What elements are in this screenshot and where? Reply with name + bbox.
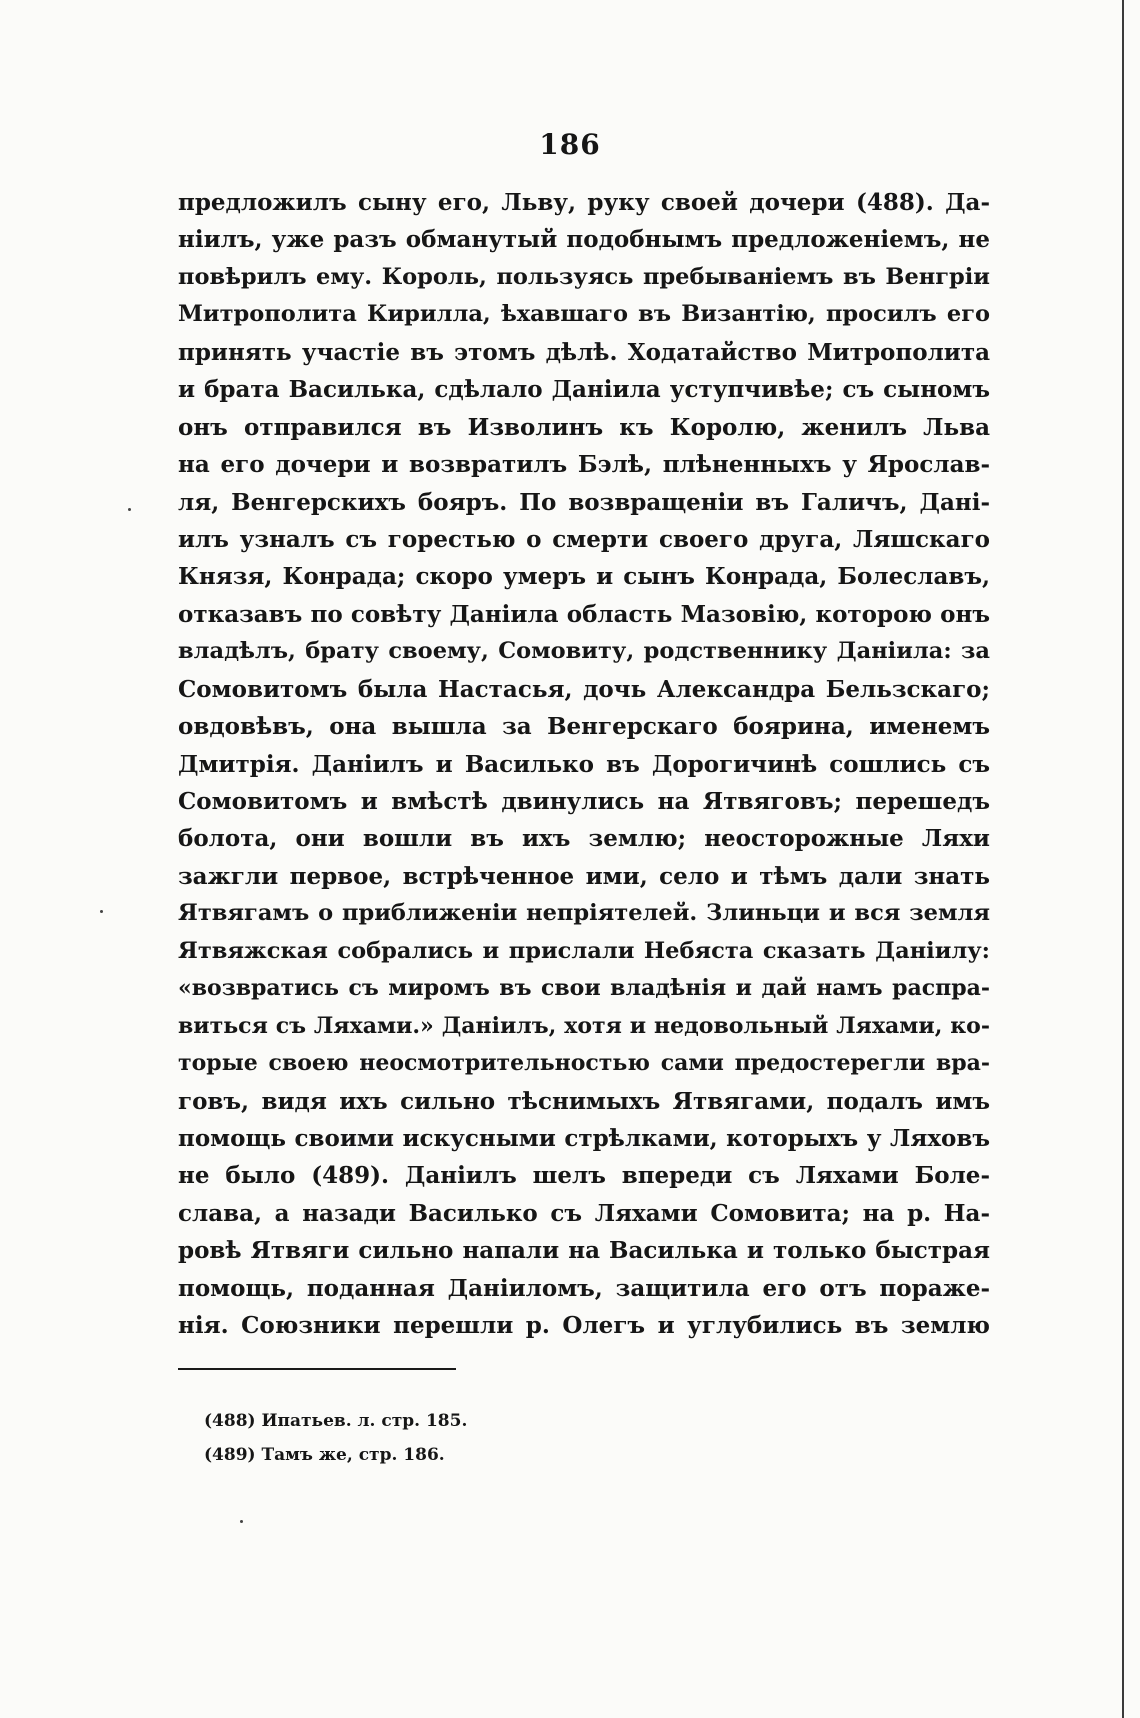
footnotes [204, 1404, 467, 1472]
page-edge-line [1122, 0, 1124, 1718]
body-text [178, 184, 990, 1345]
text-line: ровѣ Ятвяги сильно напали на Василька и только быстрая [178, 1237, 990, 1265]
text-line: помощь, поданная Даніиломъ, защитила его отъ пораже- [178, 1274, 990, 1302]
text-line: Сомовитомъ и вмѣстѣ двинулись на Ятвяговъ; перешедъ [178, 788, 990, 815]
text-line: отказавъ по совѣту Даніила область Мазовію, которою онъ [178, 600, 990, 628]
paper-speck [100, 910, 103, 913]
text-line: овдовѣвъ, она вышла за Венгерскаго боярина, именемъ [178, 713, 990, 741]
text-line: «возвратись съ миромъ въ свои владѣнія и дай намъ распра- [178, 975, 990, 1002]
text-line: слава, а назади Василько съ Ляхами Сомовита; на р. На- [178, 1199, 990, 1227]
text-line: зажгли первое, встрѣченное ими, село и тѣмъ дали знать [178, 862, 990, 890]
text-line: онъ отправился въ Изволинъ къ Королю, женилъ Льва [178, 413, 990, 441]
text-line: Ятвяжская собрались и прислали Небяста сказать Даніилу: [178, 937, 990, 964]
text-line: не было (489). Даніилъ шелъ впереди съ Ляхами Боле- [178, 1162, 990, 1190]
text-line: говъ, видя ихъ сильно тѣснимыхъ Ятвягами, подалъ имъ [178, 1087, 990, 1115]
text-line: болота, они вошли въ ихъ землю; неосторожные Ляхи [178, 825, 990, 853]
text-line: нія. Союзники перешли р. Олегъ и углубились въ землю [178, 1312, 990, 1340]
text-line: Ятвягамъ о приближеніи непріятелей. Злиньци и вся земля [178, 900, 990, 927]
text-line: Сомовитомъ была Настасья, дочь Александра Бельзскаго; [178, 675, 990, 703]
page-number: 186 [539, 128, 601, 161]
text-line: владѣлъ, брату своему, Сомовиту, родственнику Даніила: за [178, 638, 990, 665]
text-line: Дмитрія. Даніилъ и Василько въ Дорогичинѣ сошлись съ [178, 750, 990, 778]
paper-speck [240, 1520, 243, 1523]
text-line: ля, Венгерскихъ бояръ. По возвращеніи въ Галичъ, Дані- [178, 488, 990, 516]
text-line: ніилъ, уже разъ обманутый подобнымъ предложеніемъ, не [178, 226, 990, 254]
text-line: Князя, Конрада; скоро умеръ и сынъ Конрада, Болеславъ, [178, 563, 990, 591]
footnote-item: (489) Тамъ же, стр. 186. [204, 1445, 445, 1465]
text-line: илъ узналъ съ горестью о смерти своего друга, Ляшскаго [178, 525, 990, 553]
text-line: Митрополита Кирилла, ѣхавшаго въ Византію, просилъ его [178, 301, 990, 328]
text-line: повѣрилъ ему. Король, пользуясь пребываніемъ въ Венгріи [178, 263, 990, 290]
footnote-item: (488) Ипатьев. л. стр. 185. [204, 1411, 468, 1431]
text-line: предложилъ сыну его, Льву, руку своей дочери (488). Да- [178, 189, 990, 216]
text-line: принять участіе въ этомъ дѣлѣ. Ходатайство Митрополита [178, 338, 990, 366]
paper-speck [128, 508, 131, 511]
footnote-divider [178, 1368, 456, 1370]
text-line: и брата Василька, сдѣлало Даніила уступчивѣе; съ сыномъ [178, 376, 990, 404]
text-line: на его дочери и возвратилъ Бэлѣ, плѣненныхъ у Ярослав- [178, 451, 990, 479]
text-line: помощь своими искусными стрѣлками, которыхъ у Ляховъ [178, 1124, 990, 1152]
text-line: торые своею неосмотрительностью сами предостерегли вра- [178, 1050, 990, 1077]
text-line: виться съ Ляхами.» Даніилъ, хотя и недовольный Ляхами, ко- [178, 1012, 990, 1039]
